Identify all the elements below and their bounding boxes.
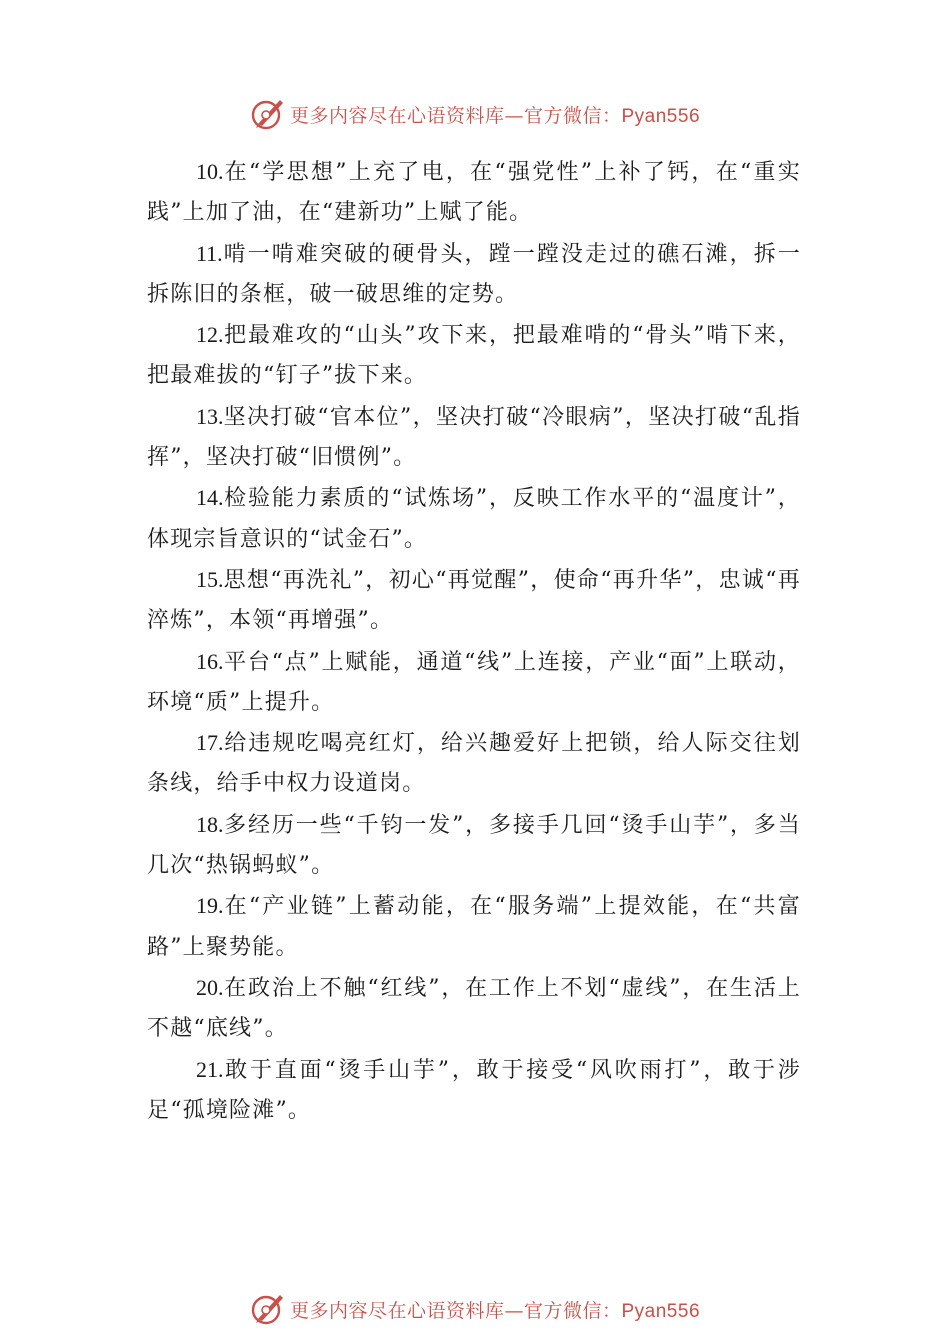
list-item: 12.把最难攻的“山头”攻下来，把最难啃的“骨头”啃下来，把最难拔的“钉子”拔下来。	[147, 322, 801, 389]
footer-banner	[0, 1289, 950, 1329]
list-item: 10.在“学思想”上充了电，在“强党性”上补了钙，在“重实践”上加了油，在“建新功”上赋了能。	[147, 159, 801, 226]
list-item: 13.坚决打破“官本位”，坚决打破“冷眼病”，坚决打破“乱指挥”，坚决打破“旧惯例”。	[147, 403, 801, 471]
list-item: 11.啃一啃难突破的硬骨头，蹚一蹚没走过的礁石滩，拆一拆陈旧的条框，破一破思维的定势。	[147, 240, 801, 307]
list-item: 20.在政治上不触“红线”，在工作上不划“虚线”，在生活上不越“底线”。	[147, 974, 801, 1042]
header-banner	[0, 94, 950, 134]
list-item: 14.检验能力素质的“试炼场”，反映工作水平的“温度计”，体现宗旨意识的“试金石”。	[147, 485, 801, 552]
document-body	[147, 152, 801, 1131]
list-item: 16.平台“点”上赋能，通道“线”上连接，产业“面”上联动，环境“质”上提升。	[147, 648, 801, 715]
footer-banner-cn: 更多内容尽在心语资料库—官方微信：	[289, 1299, 622, 1322]
footer-banner-text	[290, 1296, 700, 1323]
quill-pen-logo-icon	[250, 96, 286, 132]
quill-pen-logo-icon	[250, 1291, 286, 1327]
list-item: 17.给违规吃喝亮红灯，给兴趣爱好上把锁，给人际交往划条线，给手中权力设道岗。	[147, 730, 801, 797]
list-item: 18.多经历一些“千钧一发”，多接手几回“烫手山芋”，多当几次“热锅蚂蚁”。	[147, 811, 801, 879]
header-banner-text	[290, 101, 700, 128]
list-item: 21.敢于直面“烫手山芋”，敢于接受“风吹雨打”，敢于涉足“孤境险滩”。	[147, 1056, 801, 1123]
footer-banner-id: Pyan556	[621, 1300, 701, 1322]
header-banner-id: Pyan556	[621, 105, 701, 127]
list-item: 15.思想“再洗礼”，初心“再觉醒”，使命“再升华”，忠诚“再淬炼”，本领“再增强”。	[147, 566, 801, 634]
list-item: 19.在“产业链”上蓄动能，在“服务端”上提效能，在“共富路”上聚势能。	[147, 893, 801, 960]
header-banner-cn: 更多内容尽在心语资料库—官方微信：	[289, 104, 622, 127]
